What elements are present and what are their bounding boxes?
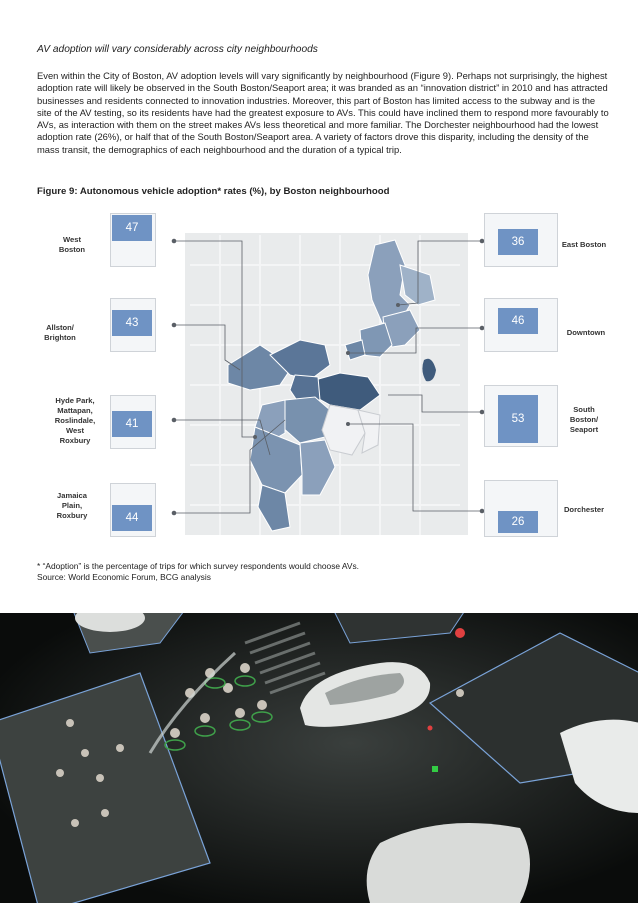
green-signal — [432, 766, 438, 772]
footnote-source: Source: World Economic Forum, BCG analysis — [37, 572, 211, 582]
label-line: Plain, — [61, 501, 83, 510]
label-west-boston — [46, 235, 98, 255]
connector-west-boston — [174, 241, 255, 437]
bar-downtown: 46 — [498, 308, 538, 334]
connector-south-boston — [388, 395, 482, 412]
connector-downtown — [348, 328, 482, 353]
label-line: Boston — [58, 245, 86, 254]
connector-dot — [346, 351, 350, 355]
neighbourhood-box-downtown — [482, 298, 602, 350]
connector-dot — [253, 435, 257, 439]
body-paragraph: Even within the City of Boston, AV adoption levels will vary significantly by neighbourhood (Figure 9). Perhaps not surprisingly, the highest adoption rate will likely be observed in the South Boston/Seaport area; it was branded as an “innovation district” in 2010 and has attracted businesses and residents connected to innovation industries. Moreover, this part of Boston has limited access to the subway and is the site of the AV testing, so its residents have had the greatest exposure to AVs. This could have inclined them to respond more favourably to AVs, as interaction with them on the street makes AVs less theoretical and more familiar. The Dorchester neighbourhood had the lowest adoption rate (26%), or half that of the South Boston/Seaport area. A variety of factors drove this disparity, including the density of the mass transit, the demographics of each neighbourhood and the duration of a typical trip. — [37, 70, 609, 155]
label-line: Seaport — [569, 425, 599, 434]
label-hyde-park — [44, 396, 106, 446]
label-dorchester: Dorchester — [563, 505, 605, 514]
red-light — [455, 628, 465, 638]
label-line: Roxbury — [56, 511, 88, 520]
bar-allston-brighton: 43 — [112, 310, 152, 336]
bar-west-boston: 47 — [112, 215, 152, 241]
intersection-illustration — [0, 613, 638, 903]
label-line: Roxbury — [59, 436, 91, 445]
neighbourhood-box-allston-brighton — [90, 298, 174, 350]
label-east-boston: East Boston — [561, 240, 607, 249]
label-jamaica-plain — [46, 491, 98, 521]
bar-east-boston: 36 — [498, 229, 538, 255]
bar-hyde-park: 41 — [112, 411, 152, 437]
section-subheading: AV adoption will vary considerably across city neighbourhoods — [37, 44, 318, 55]
neighbourhood-box-east-boston — [482, 213, 602, 265]
label-line: Mattapan, — [57, 406, 93, 415]
autonomous-car-intersection-image — [0, 613, 638, 903]
label-line: Brighton — [44, 333, 76, 342]
connector-jamaica — [174, 420, 285, 513]
connector-allston — [174, 325, 240, 370]
label-line: South — [573, 405, 595, 414]
label-south-boston — [556, 405, 612, 435]
bar-dorchester: 26 — [498, 511, 538, 533]
label-downtown: Downtown — [566, 328, 606, 337]
label-line: West — [62, 235, 81, 244]
connector-dorchester — [348, 424, 482, 511]
label-line: Allston/ — [46, 323, 74, 332]
footnote-adoption-definition: * “Adoption” is the percentage of trips for which survey respondents would choose AVs. — [37, 561, 359, 571]
footnote — [37, 561, 597, 583]
label-line: West — [65, 426, 84, 435]
label-allston-brighton — [34, 323, 86, 343]
label-line: Hyde Park, — [55, 396, 95, 405]
figure-9-map-chart — [0, 205, 638, 550]
figure-title: Figure 9: Autonomous vehicle adoption* rates (%), by Boston neighbourhood — [37, 186, 390, 197]
neighbourhood-box-jamaica-plain — [90, 483, 174, 535]
connector-east-boston — [398, 241, 482, 305]
connector-dot — [346, 422, 350, 426]
label-line: Jamaica — [57, 491, 87, 500]
bar-jamaica-plain: 44 — [112, 505, 152, 531]
label-line: Roslindale, — [54, 416, 96, 425]
connector-dot — [396, 303, 400, 307]
bar-south-boston: 53 — [498, 395, 538, 443]
label-line: Boston/ — [569, 415, 599, 424]
neighbourhood-box-west-boston — [90, 213, 174, 265]
red-light — [428, 726, 433, 731]
